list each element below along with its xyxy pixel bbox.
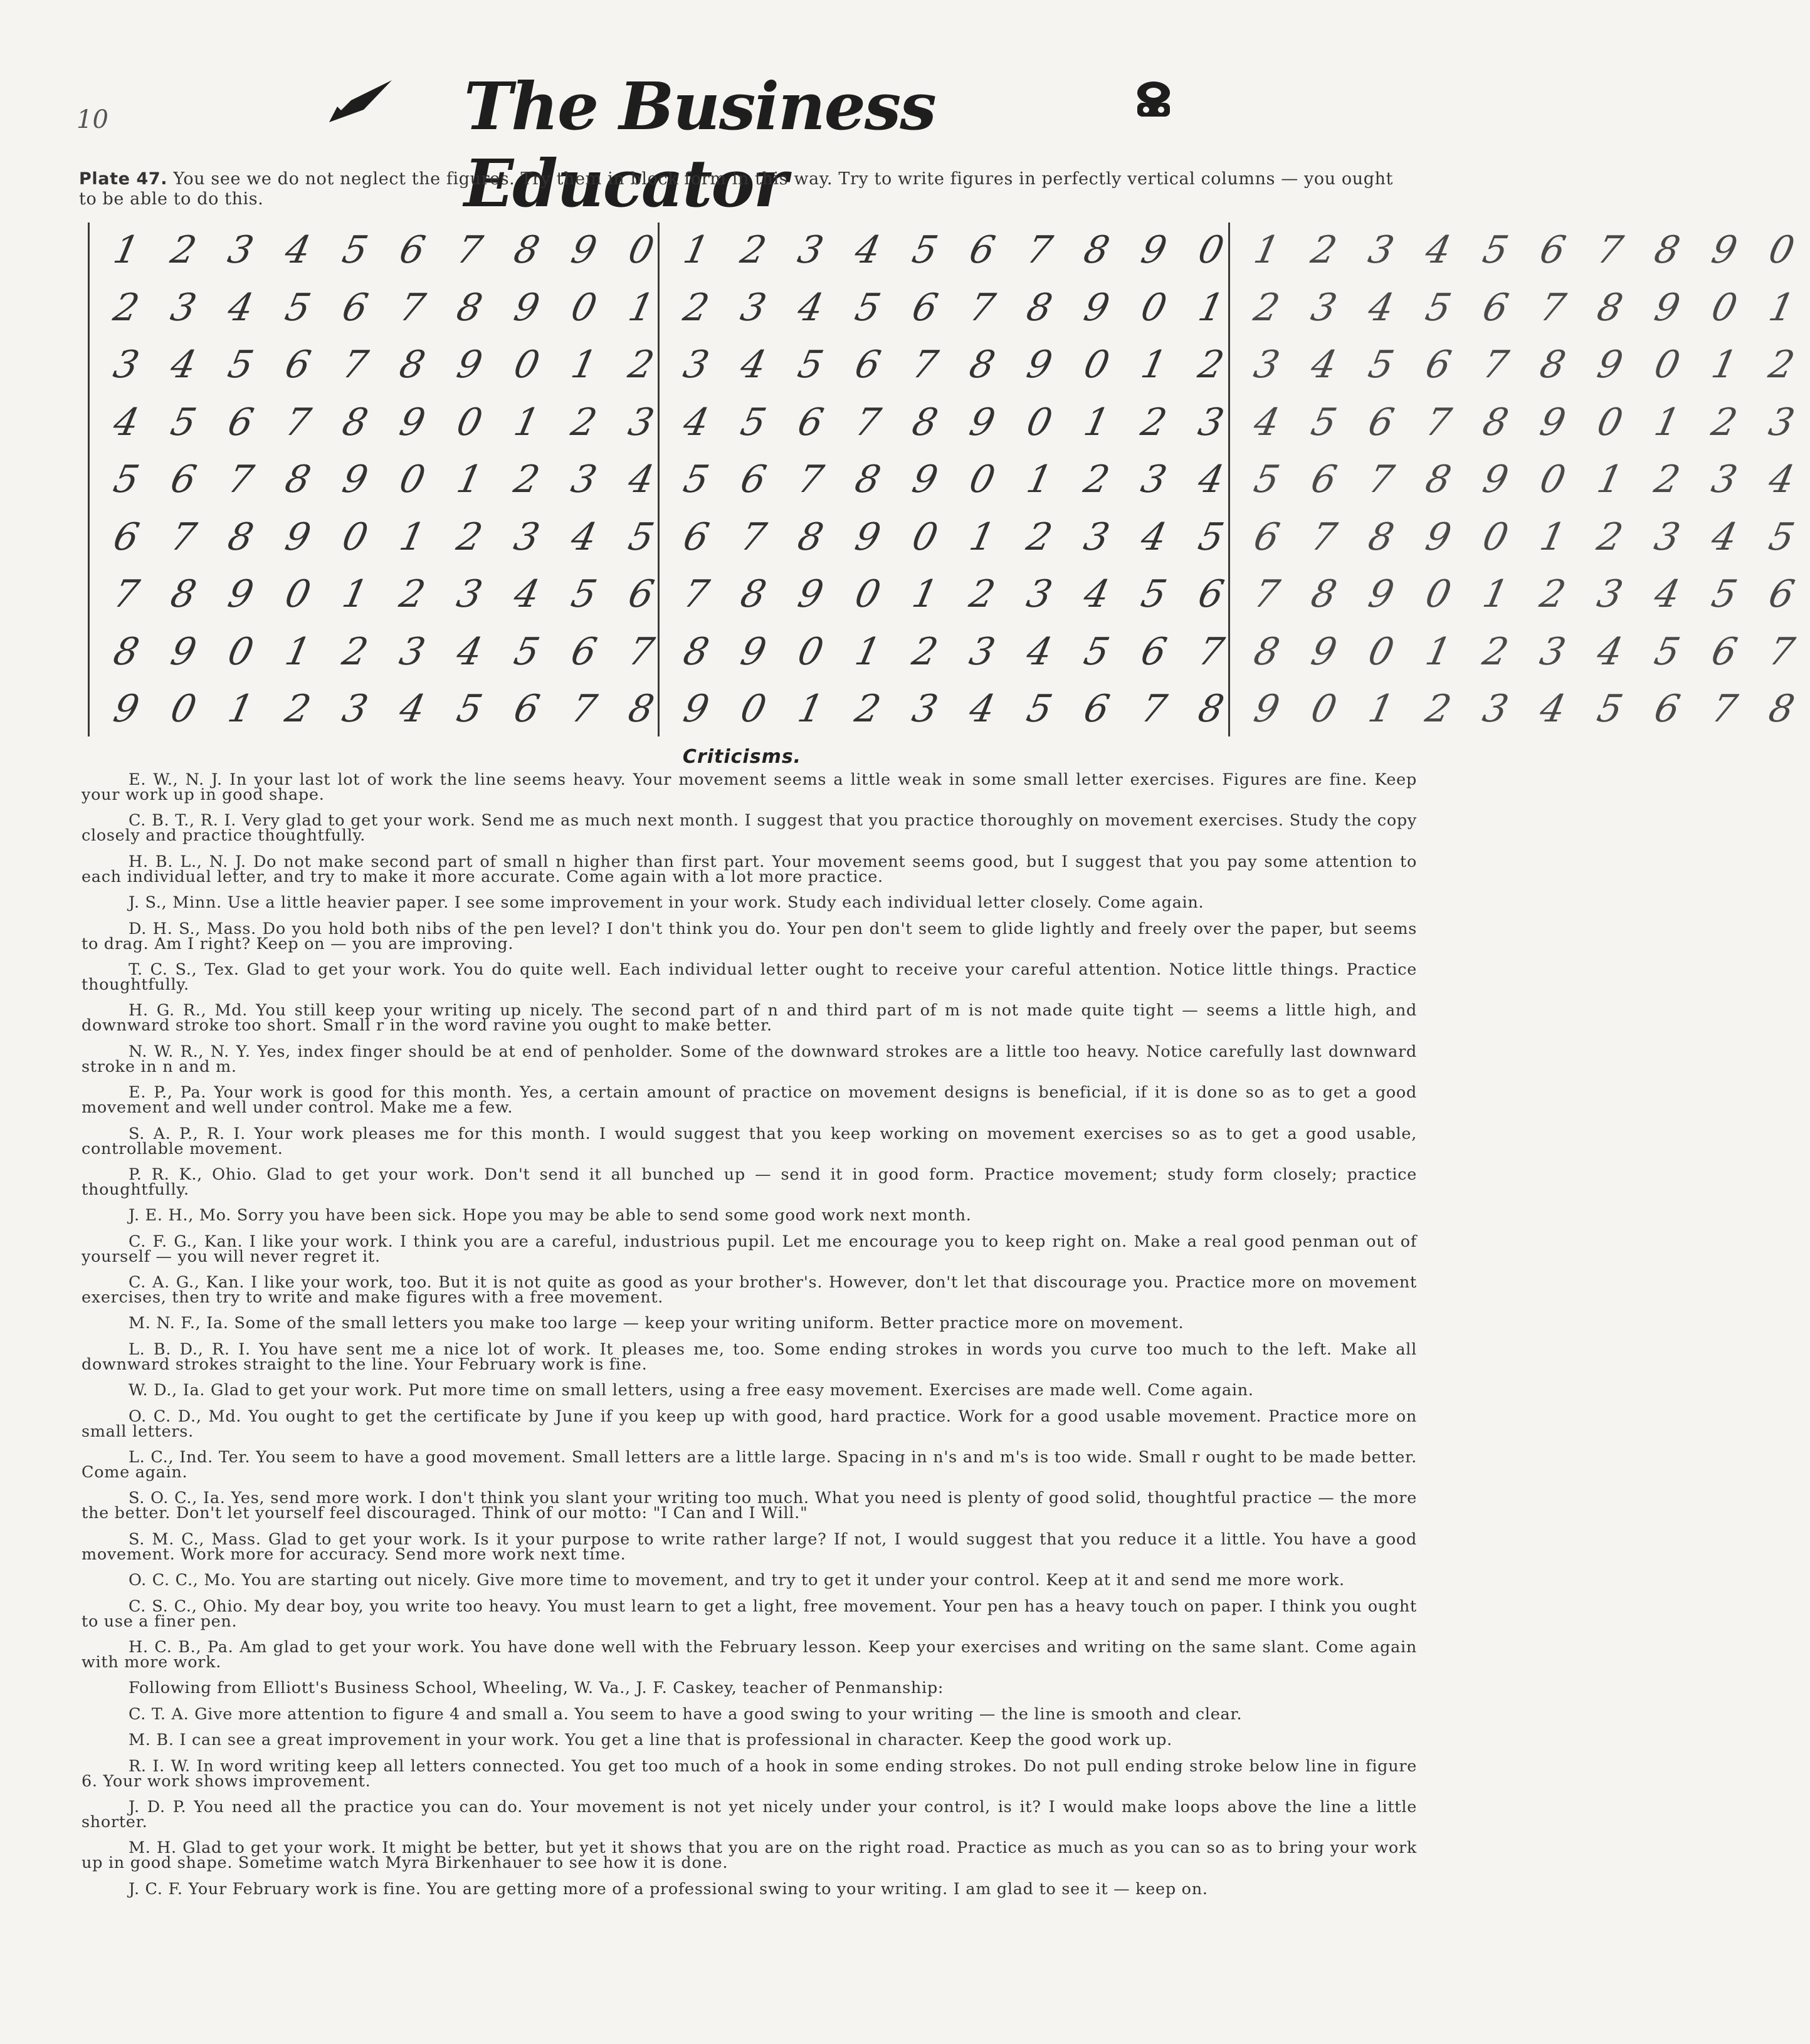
figure-row: 9 0 1 2 3 4 5 6 7 8	[1250, 687, 1809, 731]
criticism-entry: P. R. K., Ohio. Glad to get your work. Don't send it all bunched up — send it in good form. Practice movement; study form closely; practice thoughtfully.	[82, 1165, 1417, 1199]
criticism-entry: C. S. C., Ohio. My dear boy, you write too heavy. You must learn to get a light, free movement. Your pen has a heavy touch on paper. I think you ought to use a finer pen.	[82, 1596, 1417, 1631]
figure-column-3	[1228, 223, 1809, 736]
figure-row: 4 5 6 7 8 9 0 1 2 3	[1250, 400, 1809, 444]
figure-column-2	[658, 223, 1239, 736]
ornament-icon	[1129, 75, 1179, 128]
criticism-entry: L. C., Ind. Ter. You seem to have a good movement. Small letters are a little large. Spacing in n's and m's is too wide. Small r ought to be made better. Come again.	[82, 1448, 1417, 1482]
figure-row: 7 8 9 0 1 2 3 4 5 6	[1250, 572, 1809, 616]
criticisms-heading: Criticisms.	[682, 746, 802, 768]
figure-row: 4 5 6 7 8 9 0 1 2 3	[109, 400, 669, 444]
figure-row: 1 2 3 4 5 6 7 8 9 0	[680, 228, 1239, 272]
criticism-entry: D. H. S., Mass. Do you hold both nibs of the pen level? I don't think you do. Your pen don't seem to glide lightly and freely over the paper, but seems to drag. Am I right? Keep on — you are improving.	[82, 919, 1417, 953]
figure-row: 1 2 3 4 5 6 7 8 9 0	[1250, 228, 1809, 272]
criticism-entry: J. C. F. Your February work is fine. You are getting more of a professional swing to your writing. I am glad to see it — keep on.	[129, 1879, 1208, 1899]
criticism-entry: C. B. T., R. I. Very glad to get your work. Send me as much next month. I suggest that you practice thoroughly on movement exercises. Study the copy closely and practice thoughtfully.	[82, 811, 1417, 846]
figure-row: 9 0 1 2 3 4 5 6 7 8	[680, 687, 1239, 731]
pen-nib-icon	[326, 75, 395, 128]
figure-column-1	[88, 223, 669, 736]
criticism-entry: M. H. Glad to get your work. It might be better, but yet it shows that you are on the right road. Practice as much as you can so as to bring your work up in good shape. Sometime watch Myra Birkenhauer to see how it is done.	[82, 1838, 1417, 1873]
masthead-title: The Business Educator	[464, 68, 935, 222]
criticism-entry: M. N. F., Ia. Some of the small letters you make too large — keep your writing uniform. Better practice more on movement.	[129, 1314, 1184, 1333]
figure-row: 5 6 7 8 9 0 1 2 3 4	[1250, 458, 1809, 501]
figure-row: 2 3 4 5 6 7 8 9 0 1	[680, 285, 1239, 330]
figure-row: 5 6 7 8 9 0 1 2 3 4	[680, 458, 1239, 501]
figure-row: 3 4 5 6 7 8 9 0 1 2	[680, 343, 1239, 387]
criticism-entry: E. P., Pa. Your work is good for this month. Yes, a certain amount of practice on movement designs is beneficial, if it is done so as to get a good movement and well under control. Make me a few.	[82, 1083, 1417, 1118]
criticism-entry: N. W. R., N. Y. Yes, index finger should be at end of penholder. Some of the downward strokes are a little too heavy. Notice carefully last downward stroke in n and m.	[82, 1042, 1417, 1076]
criticism-entry: O. C. D., Md. You ought to get the certificate by June if you keep up with good, hard practice. Work for a good usable movement. Practice more on small letters.	[82, 1407, 1417, 1441]
figure-row: 6 7 8 9 0 1 2 3 4 5	[109, 515, 669, 559]
criticism-entry: R. I. W. In word writing keep all letters connected. You get too much of a hook in some ending strokes. Do not pull ending stroke below line in figure 6. Your work shows improvement.	[82, 1756, 1417, 1791]
criticism-entry: C. F. G., Kan. I like your work. I think you are a careful, industrious pupil. Let me encourage you to keep right on. Make a real good penman out of yourself — you will never regret it.	[82, 1232, 1417, 1266]
criticism-entry: H. C. B., Pa. Am glad to get your work. You have done well with the February lesson. Keep your exercises and writing on the same slant. Come again with more work.	[82, 1637, 1417, 1672]
criticism-entry: L. B. D., R. I. You have sent me a nice lot of work. It pleases me, too. Some ending strokes in words you curve too much to the left. Make all downward strokes straight to the line. Your February work is fine.	[82, 1339, 1417, 1374]
criticism-entry: H. B. L., N. J. Do not make second part of small n higher than first part. Your movement seems good, but I suggest that you pay some attention to each individual letter, and try to make it more accurate. Come again with a lot more practice.	[82, 852, 1417, 886]
figure-row: 6 7 8 9 0 1 2 3 4 5	[1250, 515, 1809, 559]
figure-row: 8 9 0 1 2 3 4 5 6 7	[680, 629, 1239, 674]
criticism-entry: C. T. A. Give more attention to figure 4 and small a. You seem to have a good swing to your writing — the line is smooth and clear.	[129, 1704, 1243, 1724]
criticism-entry: O. C. C., Mo. You are starting out nicely. Give more time to movement, and try to get it under your control. Keep at it and send me more work.	[129, 1571, 1345, 1590]
figure-row: 5 6 7 8 9 0 1 2 3 4	[109, 458, 669, 501]
figure-row: 7 8 9 0 1 2 3 4 5 6	[109, 572, 669, 616]
criticisms-list	[82, 772, 1417, 1907]
criticism-entry: W. D., Ia. Glad to get your work. Put more time on small letters, using a free easy movement. Exercises are made well. Come again.	[129, 1381, 1254, 1400]
figure-practice-plate	[88, 223, 1809, 736]
criticism-entry: E. W., N. J. In your last lot of work the line seems heavy. Your movement seems a little weak in some small letter exercises. Figures are fine. Keep your work up in good shape.	[82, 770, 1417, 804]
figure-row: 7 8 9 0 1 2 3 4 5 6	[680, 572, 1239, 616]
plate-label: Plate 47.	[79, 169, 168, 189]
figure-row: 2 3 4 5 6 7 8 9 0 1	[109, 285, 669, 330]
figure-row: 6 7 8 9 0 1 2 3 4 5	[680, 515, 1239, 559]
figure-row: 8 9 0 1 2 3 4 5 6 7	[109, 629, 669, 674]
figure-row: 8 9 0 1 2 3 4 5 6 7	[1250, 629, 1809, 674]
criticism-entry: H. G. R., Md. You still keep your writing up nicely. The second part of n and third part of m is not made quite tight — seems a little high, and downward stroke too short. Small r in the word ravine you ought to make better.	[82, 1001, 1417, 1035]
page-number: 10	[76, 105, 108, 134]
criticism-entry: T. C. S., Tex. Glad to get your work. You do quite well. Each individual letter ought to receive your careful attention. Notice little things. Practice thoughtfully.	[82, 960, 1417, 994]
figure-row: 4 5 6 7 8 9 0 1 2 3	[680, 400, 1239, 444]
school-intro-line: Following from Elliott's Business School, Wheeling, W. Va., J. F. Caskey, teacher of Penmanship:	[129, 1679, 944, 1698]
figure-row: 3 4 5 6 7 8 9 0 1 2	[1250, 343, 1809, 387]
criticism-entry: S. A. P., R. I. Your work pleases me for this month. I would suggest that you keep working on movement exercises so as to get a good usable, controllable movement.	[82, 1124, 1417, 1158]
criticism-entry: J. E. H., Mo. Sorry you have been sick. Hope you may be able to send some good work next month.	[129, 1206, 972, 1225]
criticism-entry: M. B. I can see a great improvement in your work. You get a line that is professional in character. Keep the good work up.	[129, 1731, 1172, 1750]
criticism-entry: C. A. G., Kan. I like your work, too. But it is not quite as good as your brother's. However, don't let that discourage you. Practice more on movement exercises, then try to write and make figures with a free movement.	[82, 1273, 1417, 1308]
figure-row: 3 4 5 6 7 8 9 0 1 2	[109, 343, 669, 387]
figure-row: 9 0 1 2 3 4 5 6 7 8	[109, 687, 669, 731]
plate-caption-text: You see we do not neglect the figures. Try them in block form in this way. Try to write figures in perfectly vertical columns — you ought to be able to do this.	[79, 169, 1394, 209]
criticism-entry: J. D. P. You need all the practice you can do. Your movement is not yet nicely under your control, is it? I would make loops above the line a little shorter.	[82, 1797, 1417, 1832]
criticism-entry: S. M. C., Mass. Glad to get your work. Is it your purpose to write rather large? If not, I would suggest that you reduce it a little. You have a good movement. Work more for accuracy. Send more work next time.	[82, 1529, 1417, 1564]
criticism-entry: J. S., Minn. Use a little heavier paper. I see some improvement in your work. Study each individual letter closely. Come again.	[129, 893, 1204, 913]
criticism-entry: S. O. C., Ia. Yes, send more work. I don't think you slant your writing too much. What you need is plenty of good solid, thoughtful practice — the more the better. Don't let yourself feel discouraged. Think of our motto: "I Can and I Will."	[82, 1489, 1417, 1523]
figure-row: 1 2 3 4 5 6 7 8 9 0	[109, 228, 669, 272]
plate-caption	[79, 169, 1414, 209]
figure-row: 2 3 4 5 6 7 8 9 0 1	[1250, 285, 1809, 330]
